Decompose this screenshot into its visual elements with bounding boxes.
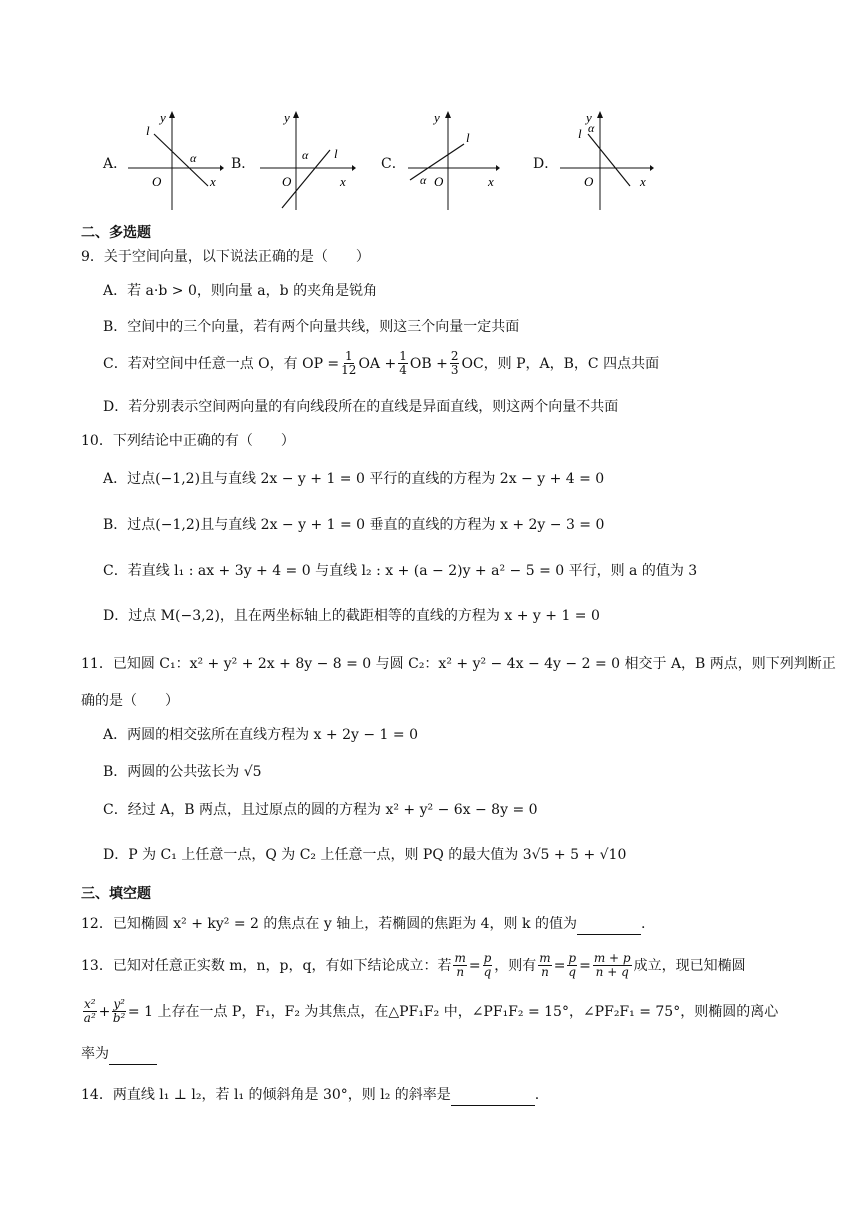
choice-b-label: B．: [231, 156, 256, 172]
q11-option-b: B．两圆的公共弦长为 √5: [103, 764, 262, 780]
fraction-denominator: 3: [450, 363, 459, 377]
fraction: [483, 952, 493, 979]
q12-end: .: [640, 916, 646, 932]
fraction: [593, 952, 632, 979]
choice-a-diagram: [122, 108, 224, 212]
axis-y-label: y: [284, 110, 290, 125]
q14-text: 14．两直线 l₁ ⊥ l₂，若 l₁ 的倾斜角是 30°，则 l₂ 的斜率是: [81, 1087, 451, 1103]
answer-blank[interactable]: [577, 914, 641, 935]
choice-d-diagram: [556, 108, 658, 212]
axis-y-label: y: [160, 110, 166, 125]
x-arrow-icon: [352, 165, 356, 171]
fraction-denominator: n: [456, 965, 465, 979]
q13-line1: [81, 952, 746, 979]
fraction-denominator: a²: [83, 1011, 96, 1025]
q11-stem-line2: 确的是（ ）: [81, 693, 179, 709]
q11-option-a: A．两圆的相交弦所在直线方程为 x + 2y − 1 = 0: [103, 727, 418, 743]
q13-line2: [81, 998, 778, 1025]
origin-label: O: [282, 174, 292, 189]
q10-option-a: A．过点(−1,2)且与直线 2x − y + 1 = 0 平行的直线的方程为 2x − y + 4 = 0: [103, 471, 605, 487]
q13-mid: ，则有: [494, 957, 537, 974]
angle-label: α: [588, 121, 595, 135]
fraction-denominator: n + q: [595, 965, 629, 979]
fraction: [83, 998, 97, 1025]
plus-sign: +: [98, 1003, 111, 1020]
fraction-numerator: 2: [450, 349, 459, 363]
q12-text: 12．已知椭圆 x² + ky² = 2 的焦点在 y 轴上，若椭圆的焦距为 4，则 k 的值为: [81, 916, 577, 932]
q9-option-c: [103, 350, 659, 377]
q9-option-d: D．若分别表示空间两向量的有向线段所在的直线是异面直线，则这两个向量不共面: [103, 399, 619, 415]
q14: [81, 1085, 539, 1106]
choice-b-diagram: [254, 108, 356, 212]
origin-label: O: [434, 174, 444, 189]
axis-x-label: x: [640, 174, 646, 189]
fraction-numerator: x²: [84, 997, 96, 1011]
fraction-denominator: 4: [399, 363, 407, 377]
section-title-multiple-choice: 二、多选题: [81, 225, 151, 241]
axis-x-label: x: [210, 174, 216, 189]
q9-c-vector-oa: OA +: [358, 355, 397, 372]
origin-label: O: [584, 174, 594, 189]
choice-a-label: A．: [103, 156, 128, 172]
equals-sign: =: [468, 957, 481, 974]
q10-option-d: D．过点 M(−3,2)，且在两坐标轴上的截距相等的直线的方程为 x + y + 1 = 0: [103, 608, 600, 624]
angle-label: α: [420, 173, 427, 187]
q10-stem: 10．下列结论中正确的有（ ）: [81, 433, 295, 449]
equals-sign: =: [579, 957, 591, 974]
angle-label: α: [302, 148, 309, 162]
q13-line3: [81, 1044, 157, 1065]
x-arrow-icon: [496, 165, 500, 171]
fraction: [567, 952, 577, 979]
axis-x-label: x: [340, 174, 346, 189]
fraction: [341, 350, 356, 377]
line-label-l: l: [334, 146, 338, 161]
fraction-numerator: m + p: [593, 951, 631, 965]
fraction-numerator: p: [568, 951, 577, 965]
q13-line2-text: = 1 上存在一点 P，F₁，F₂ 为其焦点，在△PF₁F₂ 中，∠PF₁F₂ = 15°，∠PF₂F₁ = 75°，则椭圆的离心: [127, 1003, 779, 1020]
answer-blank[interactable]: [451, 1085, 535, 1106]
x-arrow-icon: [650, 165, 654, 171]
answer-blank[interactable]: [109, 1044, 157, 1065]
q11-stem-line1: 11．已知圆 C₁：x² + y² + 2x + 8y − 8 = 0 与圆 C₂：x² + y² − 4x − 4y − 2 = 0 相交于 A，B 两点，则下列判断正: [81, 656, 836, 672]
q11-option-d: D．P 为 C₁ 上任意一点，Q 为 C₂ 上任意一点，则 PQ 的最大值为 3√5 + 5 + √10: [103, 847, 627, 863]
fraction-denominator: n: [541, 965, 549, 979]
fraction-denominator: q: [568, 965, 577, 979]
line-label-l: l: [466, 130, 470, 145]
q13-line3-text: 率为: [81, 1046, 109, 1062]
choice-c-diagram: [402, 108, 504, 212]
q13-prefix: 13．已知对任意正实数 m，n，p，q，有如下结论成立：若: [81, 957, 452, 974]
fraction-denominator: 12: [341, 363, 357, 377]
fraction-denominator: b²: [112, 1011, 126, 1025]
q10-option-b: B．过点(−1,2)且与直线 2x − y + 1 = 0 垂直的直线的方程为 x + 2y − 3 = 0: [103, 517, 605, 533]
line-label-l: l: [146, 123, 150, 138]
q9-option-b: B．空间中的三个向量，若有两个向量共线，则这三个向量一定共面: [103, 319, 520, 335]
q9-c-prefix: C．若对空间中任意一点 O，有 OP =: [103, 355, 340, 372]
y-arrow-icon: [293, 111, 299, 118]
q12: [81, 914, 645, 935]
fraction: [112, 998, 126, 1025]
choice-d-label: D．: [533, 156, 559, 172]
x-arrow-icon: [220, 165, 224, 171]
q14-end: .: [534, 1087, 540, 1103]
fraction-numerator: m: [539, 951, 551, 965]
fraction: [453, 952, 466, 979]
y-arrow-icon: [597, 111, 603, 118]
y-arrow-icon: [445, 111, 451, 118]
origin-label: O: [152, 174, 162, 189]
angle-label: α: [190, 151, 197, 165]
fraction-numerator: m: [454, 951, 466, 965]
fraction-numerator: p: [483, 951, 492, 965]
q13-post: 成立，现已知椭圆: [633, 957, 746, 974]
axis-x-label: x: [488, 174, 494, 189]
fraction: [398, 350, 408, 377]
q9-c-vector-ob: OB +: [409, 355, 448, 372]
fraction-numerator: 1: [344, 349, 353, 363]
section-title-fill-in: 三、填空题: [81, 886, 151, 902]
fraction-denominator: q: [483, 965, 492, 979]
q9-c-suffix: OC，则 P，A，B，C 四点共面: [461, 355, 660, 372]
axis-y-label: y: [434, 110, 440, 125]
fraction: [450, 350, 460, 377]
fraction-numerator: y²: [113, 997, 125, 1011]
q11-option-c: C．经过 A，B 两点，且过原点的圆的方程为 x² + y² − 6x − 8y = 0: [103, 802, 538, 818]
q9-option-a: A．若 a·b > 0，则向量 a，b 的夹角是锐角: [103, 283, 378, 299]
choice-c-label: C．: [381, 156, 406, 172]
line-label-l: l: [578, 126, 582, 141]
equals-sign: =: [553, 957, 566, 974]
q9-stem: 9．关于空间向量，以下说法正确的是（ ）: [81, 249, 370, 265]
fraction: [538, 952, 551, 979]
fraction-numerator: 1: [399, 349, 407, 363]
y-arrow-icon: [169, 111, 175, 118]
axis-y-label: y: [586, 110, 592, 125]
q10-option-c: C．若直线 l₁ : ax + 3y + 4 = 0 与直线 l₂ : x + (a − 2)y + a² − 5 = 0 平行，则 a 的值为 3: [103, 563, 698, 579]
